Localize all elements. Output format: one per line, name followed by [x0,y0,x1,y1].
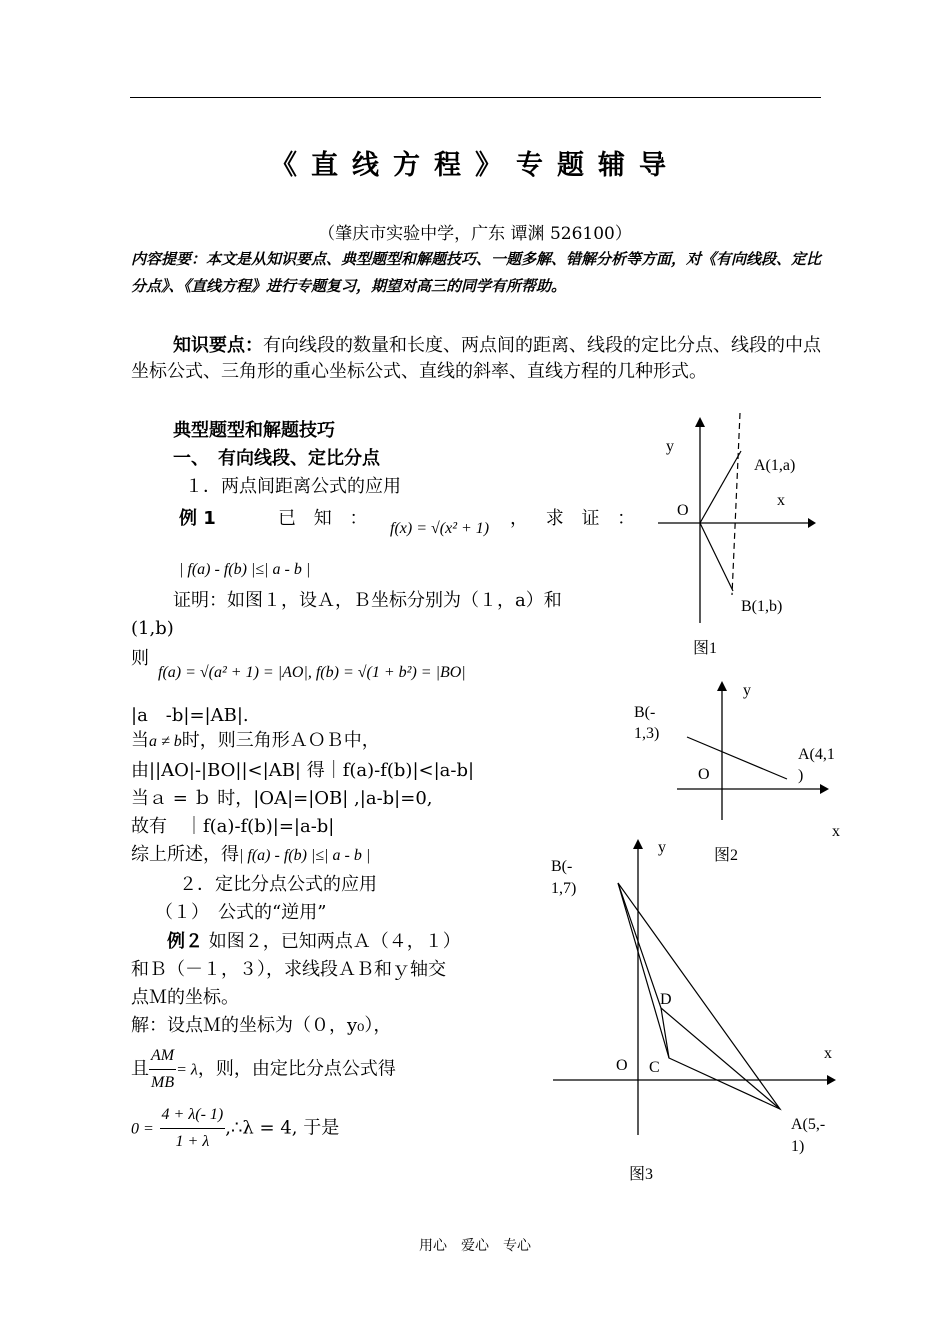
proof-line-2: (1,b) [131,618,174,639]
proof-line-4-b: 时，则三角形ＡＯＢ中， [181,730,380,751]
fig3-x-label: x [824,1045,832,1062]
page-footer: 用心 爱心 专心 [419,1238,531,1254]
sub-heading-1: １．两点间距离公式的应用 [185,476,401,497]
proof-line-1: 证明：如图１，设Ａ，Ｂ坐标分别为（１，a）和 [173,590,562,611]
fig1-x-label: x [777,492,785,509]
fig1-segment-oa [700,451,741,523]
fraction-2-denominator: 1 + λ [175,1133,210,1150]
proof-line-4-a: 当 [131,730,149,751]
fig3-x-arrow [827,1075,836,1085]
solution-line-3 [131,1102,339,1155]
fig2-x-arrow [820,784,829,794]
proof-then: 则 [131,648,149,669]
example-2-label: 例２ [167,931,203,952]
fig1-dashed-line [732,413,740,595]
example-2-line-2: 和Ｂ（－１，３），求线段ＡＢ和ｙ轴交 [131,959,446,980]
solution-line-2 [131,1043,396,1096]
fig1-a-label: A(1,a) [754,457,796,474]
fig3-a-label-2: 1) [791,1138,805,1155]
example-1-known: 已 知 ： [278,508,374,529]
proof-line-5: 由||AO|-|BO||<|AB| 得｜f(a)-f(b)|<|a-b| [131,760,475,781]
proof-line-4-math: a ≠ b [149,733,182,750]
fig2-caption: 图2 [714,847,739,864]
solution-line-2-c: ，则，由定比分点公式得 [197,1058,396,1080]
fig2-a-label-1: A(4,1 [798,746,835,763]
figure-3 [545,833,845,1188]
proof-line-6: 当ａ = ｂ 时，|OA|=|OB| ,|a-b|=0, [131,788,433,809]
header-rule [130,97,821,98]
fig3-b-label-2: 1,7) [551,880,577,897]
section-heading: 典型题型和解题技巧 [173,420,335,441]
sub-heading-2: ２．定比分点公式的应用 [179,874,377,895]
fig1-y-arrow [695,417,705,427]
fig2-a-label-2: ) [798,767,804,784]
proof-line-8-math: | f(a) - f(b) |≤| a - b | [239,847,371,864]
example-1-label: 例 1 [179,508,216,529]
fig2-y-arrow [717,681,727,691]
knowledge-label: 知识要点： [173,335,263,356]
fig2-o-label: O [698,766,710,783]
fig2-b-label-2: 1,3) [634,725,660,742]
fig1-b-label: B(1,b) [741,598,783,615]
solution-line-1: 解：设点Ｍ的坐标为（０，y₀）， [131,1015,392,1036]
proof-line-8 [131,842,370,869]
solution-and: 且 [131,1058,149,1080]
proof-line-3: |a -b|=|AB|. [131,705,249,726]
fig2-y-label: y [743,682,751,699]
sub-heading-2-1: （１） 公式的“逆用” [155,902,327,923]
fig3-y-label: y [658,839,666,856]
proof-formula: f(a) = √(a² + 1) = |AO|, f(b) = √(1 + b²) = |BO| [158,664,466,681]
fraction-denominator: MB [151,1074,175,1091]
fig3-outline [618,883,780,1109]
solution-fraction-2 [160,1102,226,1155]
fig1-o-label: O [677,502,689,519]
fig1-segment-ob [700,523,733,591]
example-2-line-3: 点Ｍ的坐标。 [131,987,239,1008]
part-heading: 一、 有向线段、定比分点 [173,448,380,469]
solution-zero: 0 = [131,1120,154,1138]
example-2-line-1 [167,929,461,955]
example-2-text-1: 如图２，已知两点Ａ（４，１） [208,931,461,952]
solution-lambda: = λ [176,1061,198,1079]
fig3-y-arrow [633,839,643,849]
fig1-caption: 图1 [693,640,718,657]
knowledge-text: 有向线段的数量和长度、两点间的距离、线段的定比分点、线段的中点坐标公式、三角形的重心坐标公式、直线的斜率、直线方程的几种形式。 [131,335,821,382]
author-line: （肇庆市实验中学，广东 谭渊 526100） [318,224,632,244]
fraction-2-numerator: 4 + λ(- 1) [160,1102,226,1129]
solution-fraction [149,1043,176,1096]
fig2-x-label: x [832,823,840,840]
fraction-numerator: AM [149,1043,176,1070]
example-1-formula: f(x) = √(x² + 1) [390,520,490,537]
figure-1 [640,405,820,665]
example-1-inequality: | f(a) - f(b) |≤| a - b | [179,561,311,578]
example-1-prove: ， 求 证 ： [510,508,642,529]
fig3-segment-da [661,1008,780,1109]
solution-line-3-b: ,∴λ = 4, 于是 [225,1117,340,1139]
fig3-segment-bc [618,883,669,1058]
fig3-o-label: O [616,1057,628,1074]
fig3-d-label: D [660,991,672,1008]
fig2-b-label-1: B(- [634,704,656,721]
proof-line-8-a: 综上所述，得 [131,844,239,865]
knowledge-paragraph [131,333,823,385]
fig3-c-label: C [649,1059,660,1076]
proof-line-4 [131,728,380,755]
page-title: 《直线方程》专题辅导 [270,150,680,181]
fig3-a-label-1: A(5,- [791,1116,826,1133]
fig3-b-label-1: B(- [551,858,573,875]
fig1-x-arrow [808,518,816,528]
abstract: 内容提要：本文是从知识要点、典型题型和解题技巧、一题多解、错解分析等方面，对《有向线段、定比分点》、《直线方程》进行专题复习，期望对高三的同学有所帮助。 [131,250,822,295]
fig3-caption: 图3 [629,1166,654,1183]
proof-line-7: 故有 ｜f(a)-f(b)|=|a-b| [131,816,335,837]
fig1-y-label: y [666,438,674,455]
